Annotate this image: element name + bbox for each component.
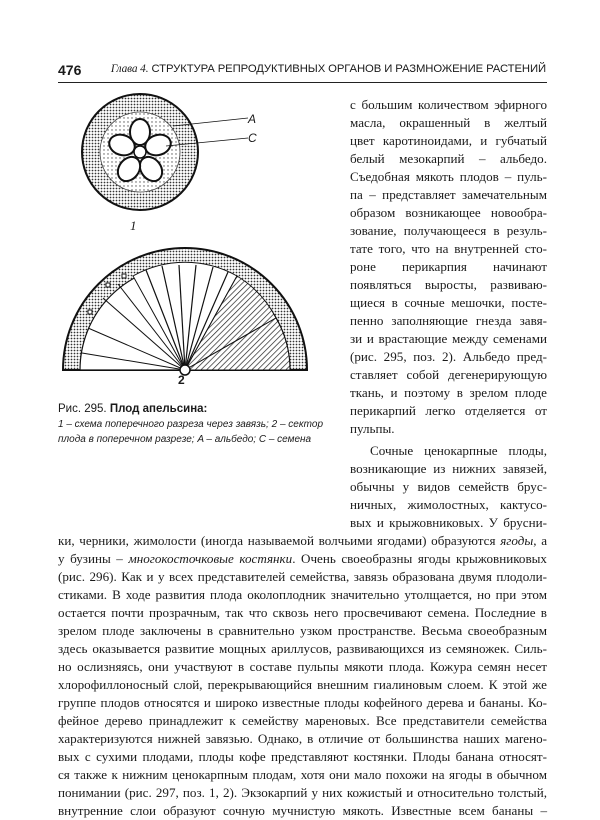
- text-line: масла, окрашенный в желтый: [350, 115, 547, 130]
- page-number: 476: [58, 62, 82, 78]
- text-line: с большим количеством эфирного: [350, 97, 547, 112]
- text-line: возникающие из нижних завязей,: [350, 461, 547, 476]
- chapter-title: СТРУКТУРА РЕПРОДУКТИВНЫХ ОРГАНОВ И РАЗМНОЖЕНИЕ РАСТЕНИЙ: [151, 63, 546, 75]
- text-line: характеризуются нижней завязью. Однако, в отличие от большинства наших мarено-: [58, 731, 547, 746]
- text-line: группе плодов относятся и широко известные плоды кофейного дерева и бананы. Ко-: [58, 695, 547, 710]
- label-seeds: C: [248, 131, 257, 145]
- orange-illustration: [58, 88, 338, 398]
- figure-caption: [58, 402, 333, 446]
- text-run: ки, черники, жимолости (иногда называемой волчьими ягодами) образуются: [58, 533, 501, 548]
- text-line: ставляет собой дегенерирующую: [350, 367, 547, 382]
- text-line: фейное дерево принадлежит к семейству мареновых. Все представители семейства: [58, 713, 547, 728]
- text-line: белый мезокарпий – альбедо.: [350, 151, 547, 166]
- text-line: зование, получающееся в резуль-: [350, 223, 547, 238]
- text-line: Съедобная мякоть плодов – пуль-: [350, 169, 547, 184]
- caption-title-line: [58, 402, 333, 417]
- text-line: ткань, и поэтому в зрелом плоде: [350, 385, 547, 400]
- text-emphasis: ягоды: [500, 533, 534, 548]
- running-header: [58, 62, 546, 80]
- text-emphasis: многокосточковые костянки: [128, 551, 293, 566]
- text-line: тате того, что на внутренней сто-: [350, 241, 547, 256]
- text-run: . Очень своеобразны ягоды крыжовниковых: [292, 551, 547, 566]
- caption-title: Плод апельсина:: [109, 403, 208, 415]
- figure-number-1: 1: [130, 218, 137, 233]
- caption-text-1: 1 – схема поперечного разреза через завязь; 2 – сектор: [58, 419, 324, 430]
- text-line: здесь оказывается развитие мощных ариллусов, развивающихся из семяножек. Силь-: [58, 641, 547, 656]
- text-line: щиеся в сочные мешочки, посте-: [350, 295, 547, 310]
- label-albedo: A: [248, 112, 257, 126]
- text-line: остается почти прозрачным, так что сквозь него просвечивают семена. Последние в: [58, 605, 547, 620]
- caption-prefix: Рис. 295.: [58, 403, 107, 415]
- text-line: вых с сухими плодами, плоды кофе представляют костянки. Плоды банана относят-: [58, 749, 547, 764]
- text-line: стиками. В ходе развития плода околоплодник значительно утолщается, но при этом: [58, 587, 547, 602]
- text-line: хлорофиллоносный слой, перекрывающийся внешним гиалиновым слоем. К этой же: [58, 677, 547, 692]
- text-line: роне перикарпия начинают: [350, 259, 547, 274]
- text-line: (рис. 296). Как и у всех представителей семейства, завязь образована двумя плодоли-: [58, 569, 547, 584]
- text-line: перикарпий легко отделяется от: [350, 403, 547, 418]
- text-line: ся также к нижним ценокарпным плодам, хотя они мало похожи на ягоды в обычном: [58, 767, 547, 782]
- text-run: , а: [533, 533, 548, 548]
- running-head-title: [111, 63, 546, 75]
- fruit-sector-section: [63, 248, 307, 375]
- cross-section-ovary: [82, 94, 248, 210]
- figure-orange-fruit: [58, 88, 338, 398]
- text-line: зи и врастающие между семенами: [350, 331, 547, 346]
- text-line: появляться выросты, развиваю-: [350, 277, 547, 292]
- caption-text-2: плода в поперечном разрезе; A – альбедо; C – семена: [58, 433, 312, 445]
- text-line: [58, 532, 547, 550]
- header-rule: [58, 82, 547, 83]
- text-run: у бузины –: [58, 551, 129, 566]
- chapter-label: Глава 4.: [110, 63, 149, 75]
- text-line: (рис. 295, поз. 2). Альбедо пред-: [350, 349, 547, 364]
- text-line: но ослизняясь, они участвуют в составе пульпы мякоти плода. Кожура семян несет: [58, 659, 547, 674]
- text-line: вых и крыжовниковых. У брусни-: [350, 515, 547, 530]
- text-line: Сочные ценокарпные плоды,: [370, 443, 547, 458]
- text-line: пульпы.: [350, 421, 395, 436]
- text-line: обычны у видов семейств брус-: [350, 479, 547, 494]
- figure-number-2: 2: [178, 373, 185, 387]
- text-line: цвет каротиноидами, и губчатый: [350, 133, 547, 148]
- text-line: пенно заполняющие гнезда завя-: [350, 313, 547, 328]
- text-line: па – представляет замечательным: [350, 187, 547, 202]
- text-line: зрелом плоде заключены в сравнительно узком пространстве. Весьма своеобразным: [58, 623, 547, 638]
- text-line: внутренние слои образуют сочную мучнистую мякоть. Известные всем бананы –: [58, 803, 547, 818]
- text-line: понимании (рис. 297, поз. 1, 2). Экзокарпий у них кожистый и относительно толстый,: [58, 785, 547, 800]
- text-line: [58, 550, 547, 568]
- text-line: ничных, жимолостных, кактусо-: [350, 497, 547, 512]
- text-line: образом возникающее новообра-: [350, 205, 547, 220]
